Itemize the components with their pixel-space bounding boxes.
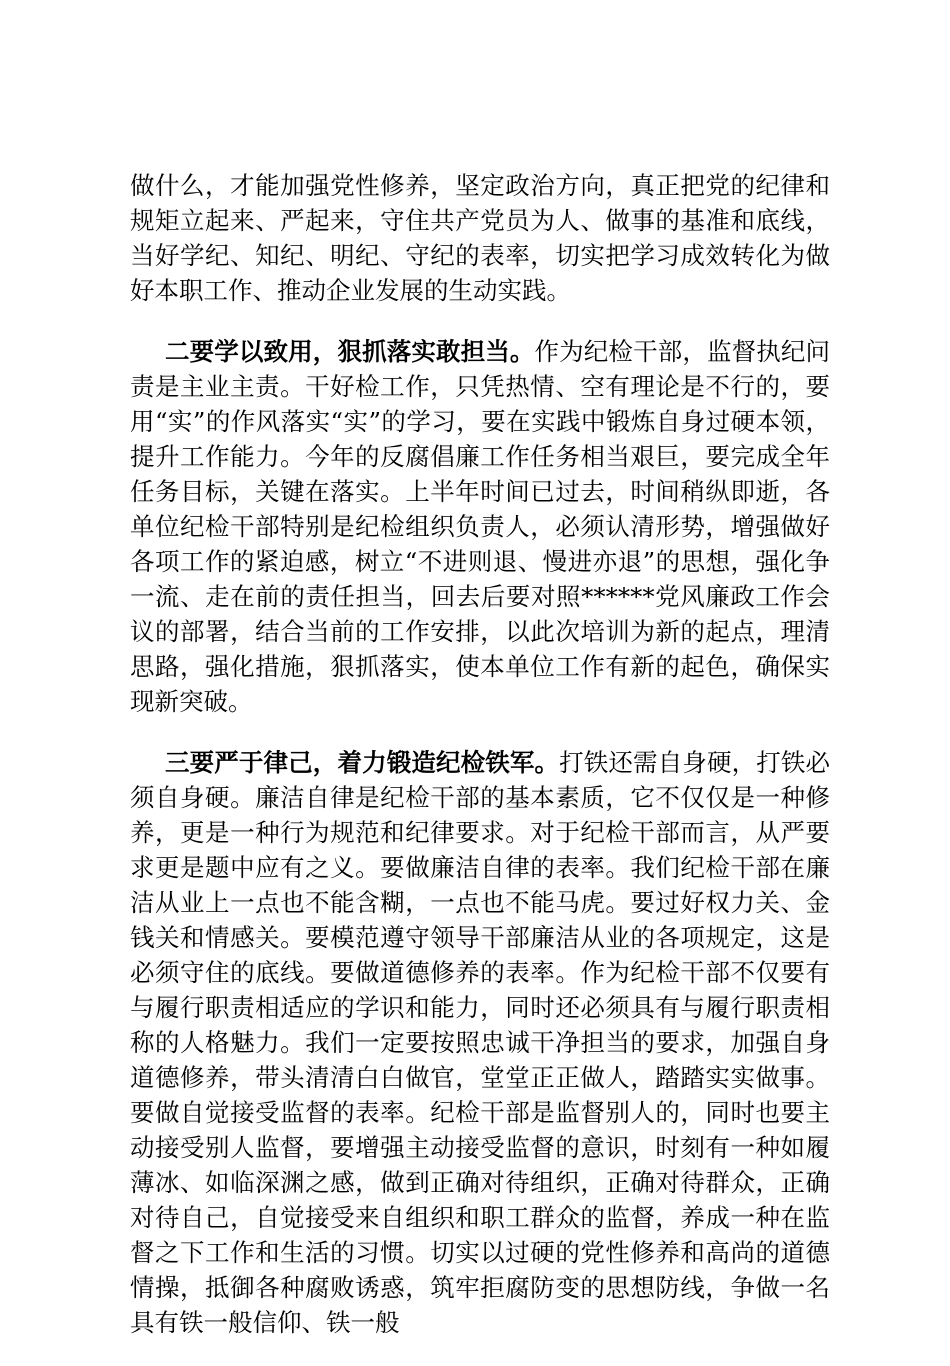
- paragraph-point-two: [130, 334, 830, 719]
- document-body: [130, 168, 830, 1366]
- paragraph-continuation: [130, 168, 830, 308]
- paragraph-lead: 三要严于律己，着力锻造纪检铁军。: [165, 748, 560, 777]
- paragraph-lead: 二要学以致用，狠抓落实敢担当。: [165, 337, 535, 366]
- paragraph-point-three: [130, 745, 830, 1340]
- paragraph-text: 打铁还需自身硬，打铁必须自身硬。廉洁自律是纪检干部的基本素质，它不仅仅是一种修养，更是一种行为规范和纪律要求。对于纪检干部而言，从严要求更是题中应有之义。要做廉洁自律的表率。我们纪检干部在廉洁从业上一点也不能含糊，一点也不能马虎。要过好权力关、金钱关和情感关。要模范遵守领导干部廉洁从业的各项规定，这是必须守住的底线。要做道德修养的表率。作为纪检干部不仅要有与履行职责相适应的学识和能力，同时还必须具有与履行职责相称的人格魅力。我们一定要按照忠诚干净担当的要求，加强自身道德修养，带头清清白白做官，堂堂正正做人，踏踏实实做事。要做自觉接受监督的表率。纪检干部是监督别人的，同时也要主动接受别人监督，要增强主动接受监督的意识，时刻有一种如履薄冰、如临深渊之感，做到正确对待组织，正确对待群众，正确对待自己，自觉接受来自组织和职工群众的监督，养成一种在监督之下工作和生活的习惯。切实以过硬的党性修养和高尚的道德情操，抵御各种腐败诱惑，筑牢拒腐防变的思想防线，争做一名具有铁一般信仰、铁一般: [130, 748, 831, 1337]
- paragraph-text: 作为纪检干部，监督执纪问责是主业主责。干好检工作，只凭热情、空有理论是不行的，要用“实”的作风落实“实”的学习，要在实践中锻炼自身过硬本领，提升工作能力。今年的反腐倡廉工作任务相当艰巨，要完成全年任务目标，关键在落实。上半年时间已过去，时间稍纵即逝，各单位纪检干部特别是纪检组织负责人，必须认清形势，增强做好各项工作的紧迫感，树立“不进则退、慢进亦退”的思想，强化争一流、走在前的责任担当，回去后要对照******党风廉政工作会议的部署，结合当前的工作安排，以此次培训为新的起点，理清思路，强化措施，狠抓落实，使本单位工作有新的起色，确保实现新突破。: [130, 337, 831, 716]
- paragraph-text: 做什么，才能加强党性修养，坚定政治方向，真正把党的纪律和规矩立起来、严起来，守住共产党员为人、做事的基准和底线，当好学纪、知纪、明纪、守纪的表率，切实把学习成效转化为做好本职工作、推动企业发展的生动实践。: [130, 171, 830, 305]
